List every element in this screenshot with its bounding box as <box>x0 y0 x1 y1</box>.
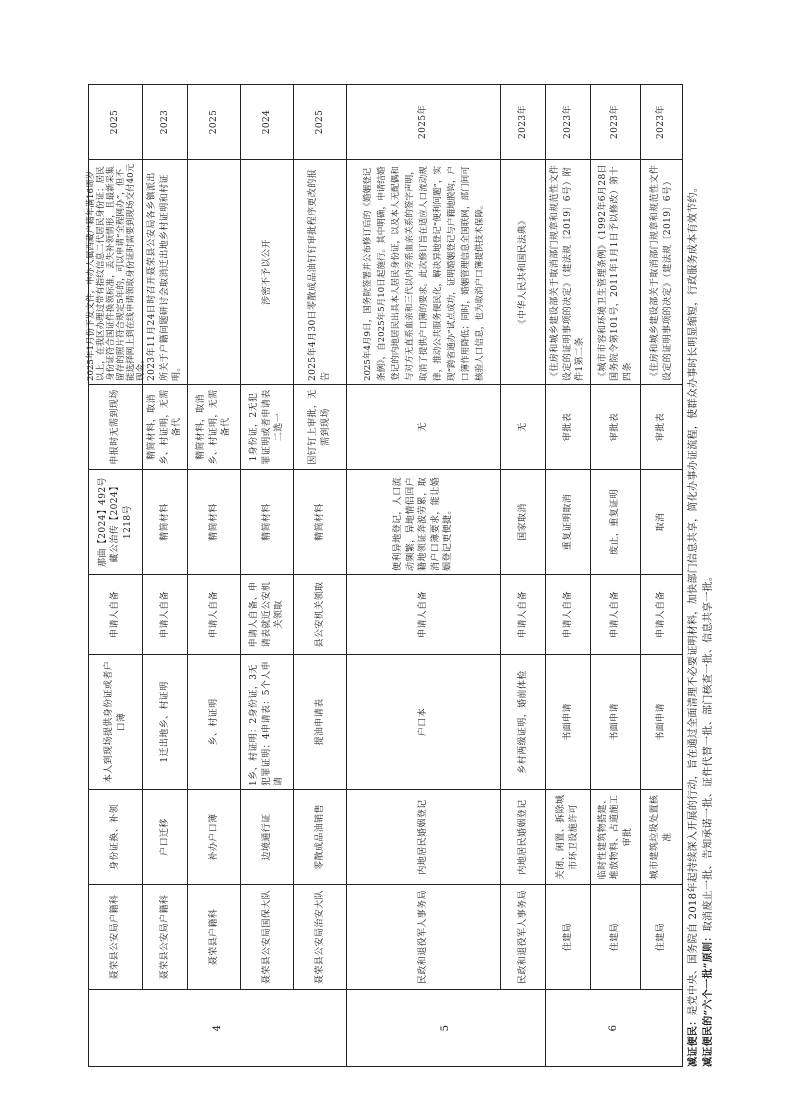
row1-department: 聂荣县公安局户籍科 <box>110 894 121 980</box>
row5-material: 提油申请表 <box>314 698 325 746</box>
row5-year: 2025 <box>314 109 325 135</box>
row4-alternative-cell <box>241 384 294 469</box>
row3-item-cell <box>188 789 241 884</box>
row7-basis-cell <box>501 159 546 384</box>
row4-basis: 涉密不予以公开 <box>261 239 272 305</box>
group-number-cell <box>546 989 683 1066</box>
row9-basis-cell <box>591 159 641 384</box>
row10-source: 申请人自备 <box>656 591 667 639</box>
row8-alternative: 审批表 <box>562 412 573 442</box>
row10-department-cell <box>641 884 683 989</box>
row10-basis-cell <box>641 159 683 384</box>
row5-item-cell <box>294 789 347 884</box>
row1-basis: 2025年1月份下发文件，申办人属西藏户籍年满16周岁以上，在我区办理过带有指纹信息二代居民身份证；居民身份证符合国证件换领标准，丢失补领情形，且最新采集留存的照片符合规定5年的，可以申请“全程网办”，但不能选择网上到在线申请领取身份证时需要到现场交付40元现金。 <box>85 163 146 381</box>
row10-year: 2023年 <box>656 105 667 139</box>
row2-measure: 精简材料 <box>159 503 170 541</box>
row3-material-cell <box>188 654 241 789</box>
row4-source-cell <box>241 574 294 654</box>
row6-department: 民政和退役军人事务局 <box>418 890 429 985</box>
row4-item: 边境通行证 <box>261 813 272 861</box>
row5-source-cell <box>294 574 347 654</box>
row10-source-cell <box>641 574 683 654</box>
row2-item: 户口迁移 <box>159 818 170 856</box>
row6-year: 2025年 <box>418 105 429 139</box>
footnote-line-1 <box>686 85 701 1067</box>
row1-alternative-cell <box>89 384 143 469</box>
row10-material: 书面申请 <box>656 703 667 741</box>
row7-department: 民政和退役军人事务局 <box>517 890 528 985</box>
certificate-reduction-table <box>85 84 683 1067</box>
row8-material: 书面申请 <box>562 703 573 741</box>
row10-year-cell <box>641 84 683 159</box>
row10-material-cell <box>641 654 683 789</box>
row1-source-cell <box>89 574 143 654</box>
row3-alternative: 精简材料，取消乡、村证明，无需备代 <box>196 389 232 465</box>
row4-material-cell <box>241 654 294 789</box>
row8-year-cell <box>546 84 591 159</box>
row10-measure: 取消 <box>656 512 667 532</box>
row7-measure: 国家取消 <box>517 503 528 541</box>
row8-item-cell <box>546 789 591 884</box>
row3-basis-cell <box>188 159 241 384</box>
row10-measure-cell <box>641 469 683 574</box>
row1-basis-cell <box>85 159 146 384</box>
row7-material-cell <box>501 654 546 789</box>
row4-item-cell <box>241 789 294 884</box>
row3-year: 2025 <box>208 109 219 135</box>
row2-basis-cell <box>143 159 188 384</box>
row7-item-cell <box>501 789 546 884</box>
row4-measure: 精简材料 <box>261 503 272 541</box>
row4-measure-cell <box>241 469 294 574</box>
row7-alternative: 无 <box>517 422 528 432</box>
row10-item-cell <box>641 789 683 884</box>
row5-measure: 精简材料 <box>314 503 325 541</box>
row5-measure-cell <box>294 469 347 574</box>
row9-year: 2023年 <box>610 105 621 139</box>
row8-year: 2023年 <box>562 105 573 139</box>
row3-year-cell <box>188 84 241 159</box>
row5-source: 县公安机关领取 <box>314 581 325 648</box>
row8-source-cell <box>546 574 591 654</box>
row8-measure-cell <box>546 469 591 574</box>
row4-department-cell <box>241 884 294 989</box>
row6-alternative: 无 <box>418 422 429 432</box>
row8-department: 住建局 <box>562 922 573 952</box>
row1-source: 申请人自备 <box>110 591 121 639</box>
row7-alternative-cell <box>501 384 546 469</box>
row2-source-cell <box>143 574 188 654</box>
row1-material-cell <box>89 654 143 789</box>
row1-year: 2025 <box>110 109 121 135</box>
row4-source: 申请人自备、申请表就近公安机关领取 <box>249 581 285 648</box>
row4-year: 2024 <box>261 109 272 135</box>
row5-year-cell <box>294 84 347 159</box>
group-number: 6 <box>608 1024 619 1032</box>
row9-source-cell <box>591 574 641 654</box>
row3-material: 乡、村证明 <box>208 698 219 746</box>
row9-alternative: 审批表 <box>610 412 621 442</box>
row5-department-cell <box>294 884 347 989</box>
row9-measure: 废止，重复证明 <box>610 489 621 555</box>
row8-item: 关闭、闲置、拆除城市环卫设施许可 <box>556 794 579 880</box>
row5-department: 聂荣县公安局治安大队 <box>314 890 325 985</box>
row5-alternative-cell <box>294 384 347 469</box>
row3-alternative-cell <box>188 384 241 469</box>
row3-measure: 精简材料 <box>208 503 219 541</box>
row8-source: 申请人自备 <box>562 591 573 639</box>
row6-basis: 2025年4月9日，国务院签署并公布修订后的《婚姻登记条例》，自2025年5月10日起施行。其中明确，申请结婚登记的内地居民出具本人居民身份证，以及本人无配偶和与对方无直系血亲和三代以内旁系血亲关系的签字声明，取消了提供户口簿的要求。此次修订旨在适应人口流动规律，推动公共服务便民化，解决异地登记“便利问题”，实现“跨省通办”试点成功，证明婚姻登记与户籍地脱钩，户口簿作用降低；同时，婚姻管理信息全国联网，部门间可核验人口信息，也为取消户口簿提供技术保障。 <box>362 165 485 381</box>
row6-year-cell <box>347 84 501 159</box>
row10-department: 住建局 <box>656 922 667 952</box>
row6-department-cell <box>347 884 501 989</box>
row9-item-cell <box>591 789 641 884</box>
footnote-text-1: 是党中央、国务院自 2018年起持续深入开展的行动，旨在通过全面清理不必要证明材料，加快部门信息共享，简化办事办证流程，使群众办事时长明显缩短，行政服务成本有效节约。 <box>688 181 699 1016</box>
group-number-cell <box>89 989 347 1066</box>
row8-department-cell <box>546 884 591 989</box>
row1-alternative: 申报时无需到现场 <box>110 389 121 465</box>
row1-item-cell <box>89 789 143 884</box>
group-number: 5 <box>440 1024 451 1032</box>
row1-item: 身份证换、补领 <box>110 804 121 870</box>
row6-material-cell <box>347 654 501 789</box>
footnote-line-2 <box>701 85 716 1067</box>
row2-basis: 2023年11月24日时召开聂荣县公安局各乡镇派出所关于户籍问题研讨会取消迁出地乡村证明和村证明。 <box>147 172 183 381</box>
row4-material: 1乡、村证明：2身份证，3无犯罪证明；4申请表：5个人申请 <box>249 660 285 786</box>
row6-source-cell <box>347 574 501 654</box>
row2-department: 聂荣县公安局户籍科 <box>159 894 170 980</box>
row7-measure-cell <box>501 469 546 574</box>
row9-department-cell <box>591 884 641 989</box>
row7-basis: 《中华人民共和国民法典》 <box>517 215 528 329</box>
row9-material: 书面申请 <box>610 703 621 741</box>
row1-year-cell <box>89 84 143 159</box>
row2-year: 2023 <box>159 109 170 135</box>
row7-department-cell <box>501 884 546 989</box>
row8-alternative-cell <box>546 384 591 469</box>
row6-alternative-cell <box>347 384 501 469</box>
row3-source-cell <box>188 574 241 654</box>
row6-measure-cell <box>347 469 501 574</box>
row9-basis: 《城市市容和环境卫生管理条例》（1992年6月28日国务院令第101号，2011年1月1日予以修改）第十四条 <box>597 164 633 381</box>
row2-alternative-cell <box>143 384 188 469</box>
row6-basis-cell <box>347 159 501 384</box>
row8-measure: 重复证明取消 <box>562 493 573 551</box>
row7-source-cell <box>501 574 546 654</box>
row6-measure: 便利异地登记，人口流动频繁，异地情侣回户籍地领证奔波劳累，取消户口簿要求，能让婚姻登记更便捷。 <box>393 476 454 571</box>
row9-department: 住建局 <box>610 922 621 952</box>
row7-item: 内地居民婚姻登记 <box>517 799 528 875</box>
footnote-label-2: 减证便民的“六个一批”原则： <box>703 931 714 1067</box>
row2-alternative: 精简材料，取消乡、村证明，无需备代 <box>147 389 183 465</box>
row6-source: 申请人自备 <box>418 591 429 639</box>
row10-alternative: 审批表 <box>656 412 667 442</box>
row1-measure: 那曲【2024】492号 藏公治传【2024】1218号 <box>97 477 133 567</box>
row5-material-cell <box>294 654 347 789</box>
row7-year-cell <box>501 84 546 159</box>
row6-item: 内地居民婚姻登记 <box>418 799 429 875</box>
row3-source: 申请人自备 <box>208 591 219 639</box>
row9-material-cell <box>591 654 641 789</box>
group-number-cell <box>347 989 546 1066</box>
row5-item: 零散成品油销售 <box>314 804 325 870</box>
row2-year-cell <box>143 84 188 159</box>
footnote-label-1: 减证便民： <box>688 1015 699 1067</box>
row10-alternative-cell <box>641 384 683 469</box>
row4-basis-cell <box>241 159 294 384</box>
row2-department-cell <box>143 884 188 989</box>
row4-year-cell <box>241 84 294 159</box>
row9-item: 临时性建筑物搭建、堆放物料、占道施工审批 <box>597 794 633 880</box>
row3-measure-cell <box>188 469 241 574</box>
row3-department: 聂荣县户籍科 <box>208 908 219 966</box>
row1-measure-cell <box>89 469 143 574</box>
row9-alternative-cell <box>591 384 641 469</box>
row10-item: 城市建筑垃圾处置核准 <box>649 794 673 880</box>
row8-basis-cell <box>546 159 591 384</box>
row5-basis-cell <box>294 159 347 384</box>
row4-department: 聂荣县公安局国保大队 <box>261 890 272 985</box>
group-number: 4 <box>211 1024 223 1032</box>
row3-department-cell <box>188 884 241 989</box>
row9-year-cell <box>591 84 641 159</box>
row3-item: 补办户口簿 <box>208 813 219 861</box>
footnote-text-2: 取消废止一批、告知承诺一批、证件代替一批、部门核查一批、信息共享一批。 <box>703 570 714 932</box>
row4-alternative: 1身份证，2无犯罪证明或者申请表二选一 <box>249 389 285 465</box>
row7-year: 2023年 <box>517 105 528 139</box>
row9-source: 申请人自备 <box>610 591 621 639</box>
row8-basis: 《住房和城乡建设部关于取消部门规章和规范性文件设定的证明事项的决定》（建法规〔2019〕6号）附件1第二条 <box>550 164 586 381</box>
row2-source: 申请人自备 <box>159 591 170 639</box>
row8-material-cell <box>546 654 591 789</box>
row5-alternative: 因钉钉上审批，无需到现场 <box>308 389 331 465</box>
row6-material: 户口本 <box>418 707 429 737</box>
row7-source: 申请人自备 <box>517 591 528 639</box>
row2-item-cell <box>143 789 188 884</box>
row9-measure-cell <box>591 469 641 574</box>
row5-basis: 2025年4月30日零散成品油钉钉审批程序更改的报告 <box>308 168 331 381</box>
row6-item-cell <box>347 789 501 884</box>
row1-material: 本人到现场提供身份证或者户口簿 <box>103 660 127 784</box>
row7-material: 乡村两级证明，婚前体检 <box>517 670 528 774</box>
row2-material: 1迁出地乡、村证明 <box>159 681 170 763</box>
footnote <box>686 85 716 1067</box>
row10-basis: 《住房和城乡建设部关于取消部门规章和规范性文件设定的证明事项的决定》（建法规〔2019〕6号） <box>649 164 673 381</box>
row2-measure-cell <box>143 469 188 574</box>
row1-department-cell <box>89 884 143 989</box>
row2-material-cell <box>143 654 188 789</box>
